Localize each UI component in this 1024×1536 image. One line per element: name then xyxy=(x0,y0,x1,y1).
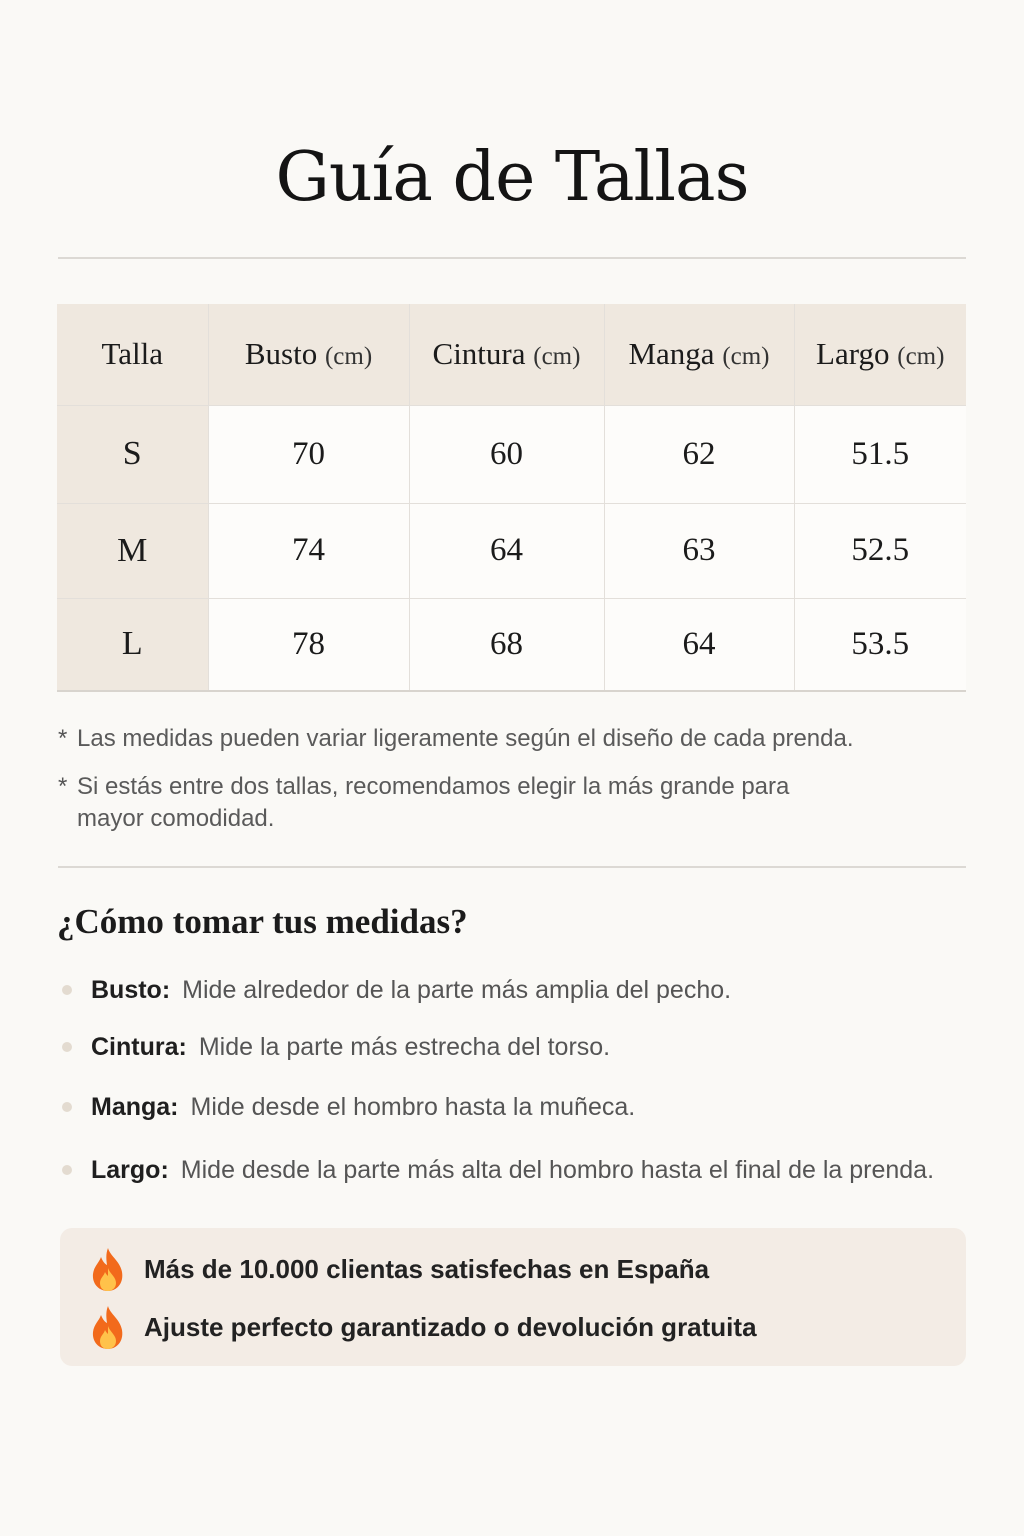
header-unit: (cm) xyxy=(324,343,373,371)
header-label: Largo xyxy=(816,336,890,372)
footnote-text: Si estás entre dos tallas, recomendamos elegir la más grande para mayor comodidad. xyxy=(77,773,790,832)
divider xyxy=(58,257,966,259)
measure-description: Mide alrededor de la parte más amplia del pecho. xyxy=(182,976,732,1004)
asterisk: * xyxy=(58,773,68,800)
promo-line xyxy=(88,1246,709,1292)
list-item xyxy=(62,975,731,1005)
size-table xyxy=(57,304,966,692)
promo-text: Ajuste perfecto garantizado o devolución gratuita xyxy=(144,1311,757,1342)
table-header-row xyxy=(57,304,966,405)
header-cintura xyxy=(409,304,604,405)
header-largo xyxy=(794,304,966,405)
manga-cell: 62 xyxy=(604,405,794,503)
divider xyxy=(58,866,966,868)
bullet-icon xyxy=(62,985,72,995)
promo-box xyxy=(60,1228,966,1366)
fire-icon xyxy=(88,1304,128,1350)
header-label: Talla xyxy=(101,336,163,372)
measure-description: Mide desde la parte más alta del hombro hasta el final de la prenda. xyxy=(180,1156,935,1184)
footnote xyxy=(58,723,918,755)
manga-cell: 63 xyxy=(604,503,794,598)
cintura-cell: 60 xyxy=(409,405,604,503)
header-unit: (cm) xyxy=(533,343,581,371)
largo-cell: 53.5 xyxy=(794,598,966,691)
promo-line xyxy=(88,1304,757,1350)
measure-term: Cintura: xyxy=(91,1033,187,1061)
measure-description: Mide desde el hombro hasta la muñeca. xyxy=(190,1093,636,1121)
header-manga xyxy=(604,304,794,405)
measure-term: Largo: xyxy=(91,1156,169,1184)
list-item xyxy=(62,1155,934,1185)
bullet-icon xyxy=(62,1042,72,1052)
promo-text: Más de 10.000 clientas satisfechas en España xyxy=(144,1253,710,1284)
header-talla xyxy=(57,304,208,405)
bullet-icon xyxy=(62,1102,72,1112)
manga-cell: 64 xyxy=(604,598,794,691)
page-title: Guía de Tallas xyxy=(275,138,749,217)
header-unit: (cm) xyxy=(897,343,945,371)
cintura-cell: 68 xyxy=(409,598,604,691)
table-row xyxy=(57,405,966,503)
asterisk: * xyxy=(58,725,68,752)
largo-cell: 52.5 xyxy=(794,503,966,598)
footnote-text: Las medidas pueden variar ligeramente según el diseño de cada prenda. xyxy=(77,725,854,752)
header-unit: (cm) xyxy=(722,343,770,371)
measure-term: Manga: xyxy=(91,1093,179,1121)
table-row xyxy=(57,503,966,598)
section-title: ¿Cómo tomar tus medidas? xyxy=(57,902,468,941)
size-cell: L xyxy=(57,598,208,691)
header-busto xyxy=(208,304,409,405)
cintura-cell: 64 xyxy=(409,503,604,598)
measure-description: Mide la parte más estrecha del torso. xyxy=(198,1033,611,1061)
busto-cell: 74 xyxy=(208,503,409,598)
busto-cell: 70 xyxy=(208,405,409,503)
busto-cell: 78 xyxy=(208,598,409,691)
list-item xyxy=(62,1032,610,1062)
header-label: Cintura xyxy=(432,336,526,372)
size-cell: M xyxy=(57,503,208,598)
size-cell: S xyxy=(57,405,208,503)
largo-cell: 51.5 xyxy=(794,405,966,503)
list-item xyxy=(62,1092,635,1122)
footnote xyxy=(58,771,838,835)
header-label: Busto xyxy=(244,336,318,372)
header-label: Manga xyxy=(628,336,715,372)
table-row xyxy=(57,598,966,691)
fire-icon xyxy=(88,1246,128,1292)
measure-term: Busto: xyxy=(91,976,171,1004)
bullet-icon xyxy=(62,1165,72,1175)
